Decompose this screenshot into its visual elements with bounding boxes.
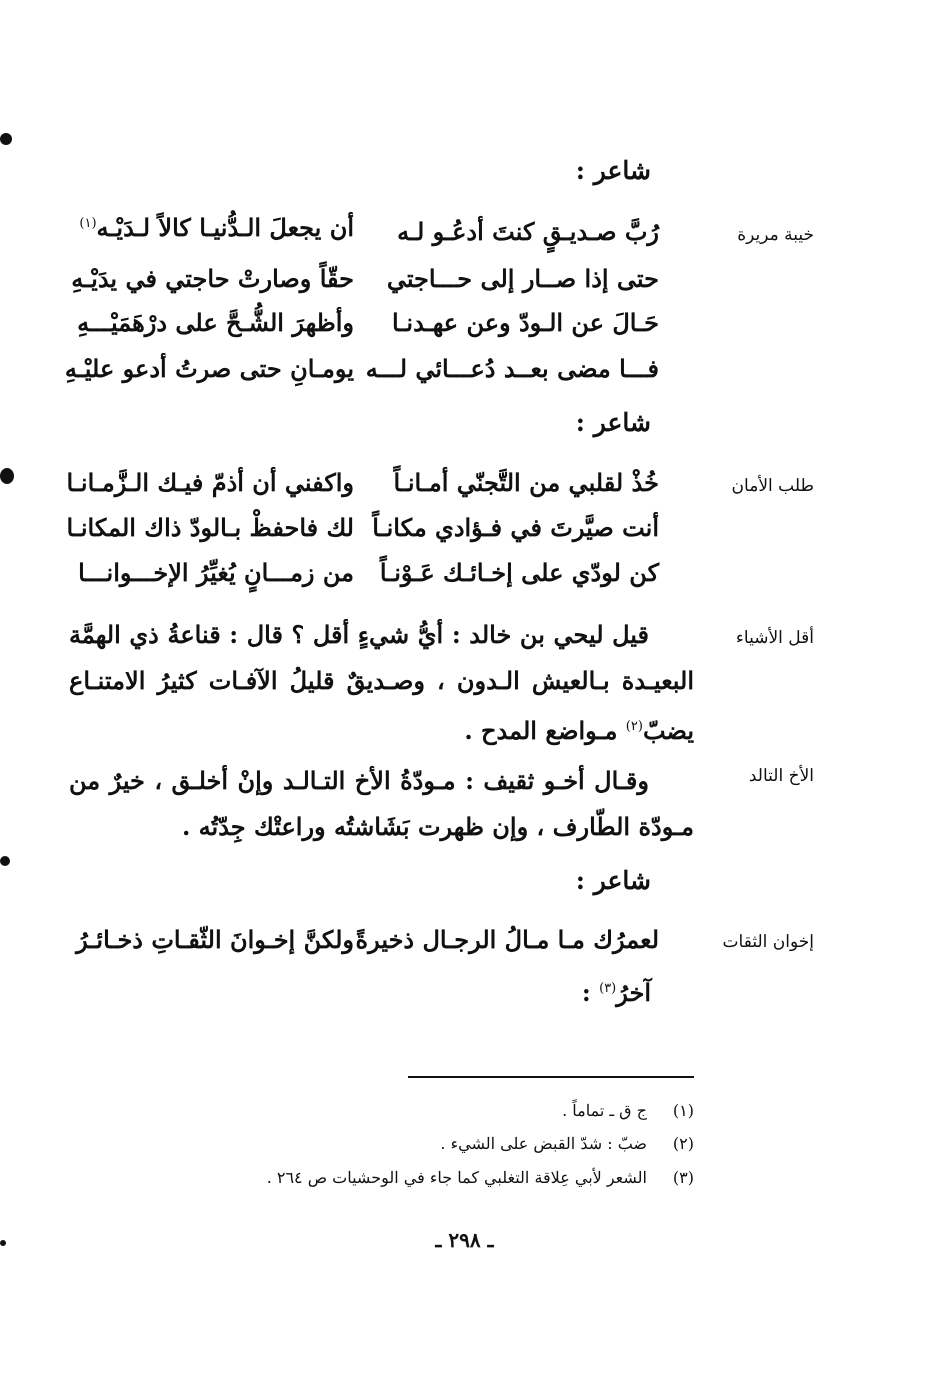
- section-heading: شاعر :: [575, 156, 651, 185]
- margin-note: الأخ التالد: [748, 766, 814, 786]
- footnote-text: ج ق ـ تماماً .: [562, 1101, 647, 1120]
- verse-text: آخرُ: [616, 978, 651, 1007]
- scan-mark: [0, 856, 10, 866]
- footnote-ref: (٢): [625, 719, 643, 734]
- verse-first-hemistich: حَـالَ عن الـودّ وعن عهـدنـا: [392, 308, 659, 337]
- margin-note: إخوان الثقات: [722, 932, 814, 952]
- footnote-number: (١): [672, 1101, 694, 1120]
- verse-second-hemistich: يومـانِ حتى صرتُ أدعو عليْـهِ: [64, 354, 354, 383]
- verse-text: :: [581, 978, 591, 1007]
- paragraph-text: وقـال أخـو ثقيف : مـودّةُ الأخ التـالـد وإنْ أخلـق ، خيرٌ من مـودّة الطّارف ، وإن ظهرت بَشَاشتُه وراعتْك جِدّتُه .: [69, 766, 694, 841]
- verse-second-hemistich: واكفني أن أذمّ فيـك الـزَّمـانـا: [66, 468, 354, 497]
- footnote-text: الشعر لأبي عِلاقة التغلبي كما جاء في الوحشيات ص ٢٦٤ .: [266, 1168, 647, 1187]
- verse-second-hemistich: ولكنَّ إخـوانَ الثّقـاتِ ذخـائـرُ: [76, 925, 354, 954]
- section-heading: شاعر :: [575, 408, 651, 437]
- verse-text: أن يجعلَ الـدُّنيـا كالاً لـدَيْـه: [96, 213, 354, 242]
- verse-first-hemistich: كن لودّي على إخـائـك عَـوْنـاً: [379, 558, 659, 587]
- margin-note: طلب الأمان: [731, 476, 814, 496]
- footnote-ref: (٣): [599, 981, 617, 996]
- prose-paragraph: [69, 758, 694, 850]
- margin-note: أقل الأشياء: [735, 628, 814, 648]
- footnote-divider: [408, 1076, 694, 1078]
- verse-second-hemistich: حقّاً وصارتْ حاجتي في يدَيْـهِ: [71, 264, 354, 293]
- page-number: ـ ٢٩٨ ـ: [435, 1228, 494, 1252]
- footnote-ref: (١): [79, 216, 97, 231]
- margin-note: خيبة مريرة: [737, 225, 814, 245]
- paragraph-text: قيل ليحي بن خالد : أيُّ شيءٍ أقل ؟ قال : قناعةُ ذي الهمَّة البعيـدة بـالعيش الـدون ، وصـديقٌ قليلُ الآفـات كثيرُ الامتنـاع يضبّ: [69, 620, 694, 745]
- verse-second-hemistich: [79, 213, 354, 242]
- verse-first-hemistich: لعمرُك مـا مـالُ الرجـال ذخيرةً: [355, 925, 659, 954]
- verse-second-hemistich: لك فاحفظْ بـالودّ ذاك المكانـا: [66, 513, 354, 542]
- paragraph-text: مـواضع المدح .: [464, 716, 626, 745]
- scan-mark: [0, 133, 12, 145]
- scan-mark: [0, 468, 14, 484]
- prose-paragraph: [69, 612, 694, 754]
- footnote-text: ضبّ : شدّ القبض على الشيء .: [440, 1134, 647, 1153]
- verse-first-hemistich: حتى إذا صــار إلى حـــاجتي: [386, 264, 659, 293]
- footnote-number: (٣): [672, 1168, 694, 1187]
- verse-first-hemistich: أنت صيَّرتَ في فـؤادي مكانـاً: [372, 513, 659, 542]
- section-heading: شاعر :: [575, 866, 651, 895]
- verse-first-hemistich: فـــا مضى بعــد دُعـــائي لـــه: [365, 354, 659, 383]
- verse-first-hemistich: رُبَّ صـديـقٍ كنتَ أدعُـو لـه: [397, 217, 659, 246]
- footnote-number: (٢): [672, 1134, 694, 1153]
- verse-first-hemistich: خُذْ لقلبي من التَّجنّي أمـانـاً: [393, 468, 659, 497]
- verse-second-hemistich: وأظهرَ الشُّـحَّ على درْهَمَيْـــهِ: [77, 308, 354, 337]
- verse-second-hemistich: من زمـــانٍ يُغيِّرُ الإخـــوانـــا: [78, 558, 354, 587]
- verse-continuation: [582, 978, 651, 1007]
